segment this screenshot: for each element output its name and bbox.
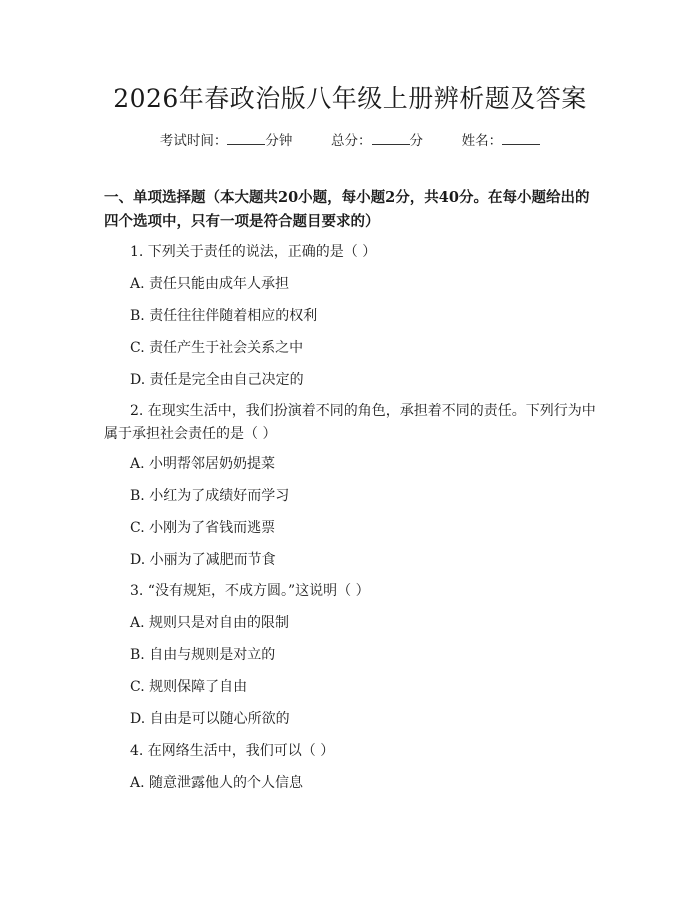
option-b: B. 小红为了成绩好而学习 — [130, 488, 290, 504]
section-heading: 一、单项选择题（本大题共20小题，每小题2分，共40分。在每小题给出的四个选项中，只有一项是符合题目要求的） — [104, 189, 590, 230]
score-label: 总分： — [331, 133, 372, 149]
question-stem: 4. 在网络生活中，我们可以（ ） — [130, 743, 335, 759]
question-stem: 1. 下列关于责任的说法，正确的是（ ） — [130, 244, 377, 260]
page-title: 2026年春政治版八年级上册辨析题及答案 — [113, 84, 587, 113]
question-stem: 3. “没有规矩，不成方圆。”这说明（ ） — [130, 583, 370, 599]
question-stem: 2. 在现实生活中，我们扮演着不同的角色，承担着不同的责任。下列行为中属于承担社会责任的是（ ） — [104, 403, 596, 442]
option-a: A. 规则只是对自由的限制 — [130, 615, 290, 631]
name-blank — [502, 130, 540, 145]
option-d: D. 责任是完全由自己决定的 — [130, 372, 304, 388]
option-b: B. 自由与规则是对立的 — [130, 647, 276, 663]
name-label: 姓名： — [461, 133, 503, 149]
time-blank — [227, 130, 265, 145]
option-c: C. 小刚为了省钱而逃票 — [130, 520, 276, 536]
option-a: A. 小明帮邻居奶奶提菜 — [130, 456, 276, 472]
option-a: A. 责任只能由成年人承担 — [130, 276, 290, 292]
option-d: D. 自由是可以随心所欲的 — [130, 711, 290, 727]
exam-info-row — [0, 130, 700, 151]
option-c: C. 规则保障了自由 — [130, 679, 248, 695]
time-unit: 分钟 — [265, 133, 293, 149]
option-a: A. 随意泄露他人的个人信息 — [130, 775, 304, 791]
score-blank — [372, 130, 410, 145]
score-unit: 分 — [409, 133, 423, 149]
option-b: B. 责任往往伴随着相应的权利 — [130, 308, 318, 324]
option-d: D. 小丽为了减肥而节食 — [130, 552, 276, 568]
time-label: 考试时间： — [159, 133, 228, 149]
option-c: C. 责任产生于社会关系之中 — [130, 340, 304, 356]
